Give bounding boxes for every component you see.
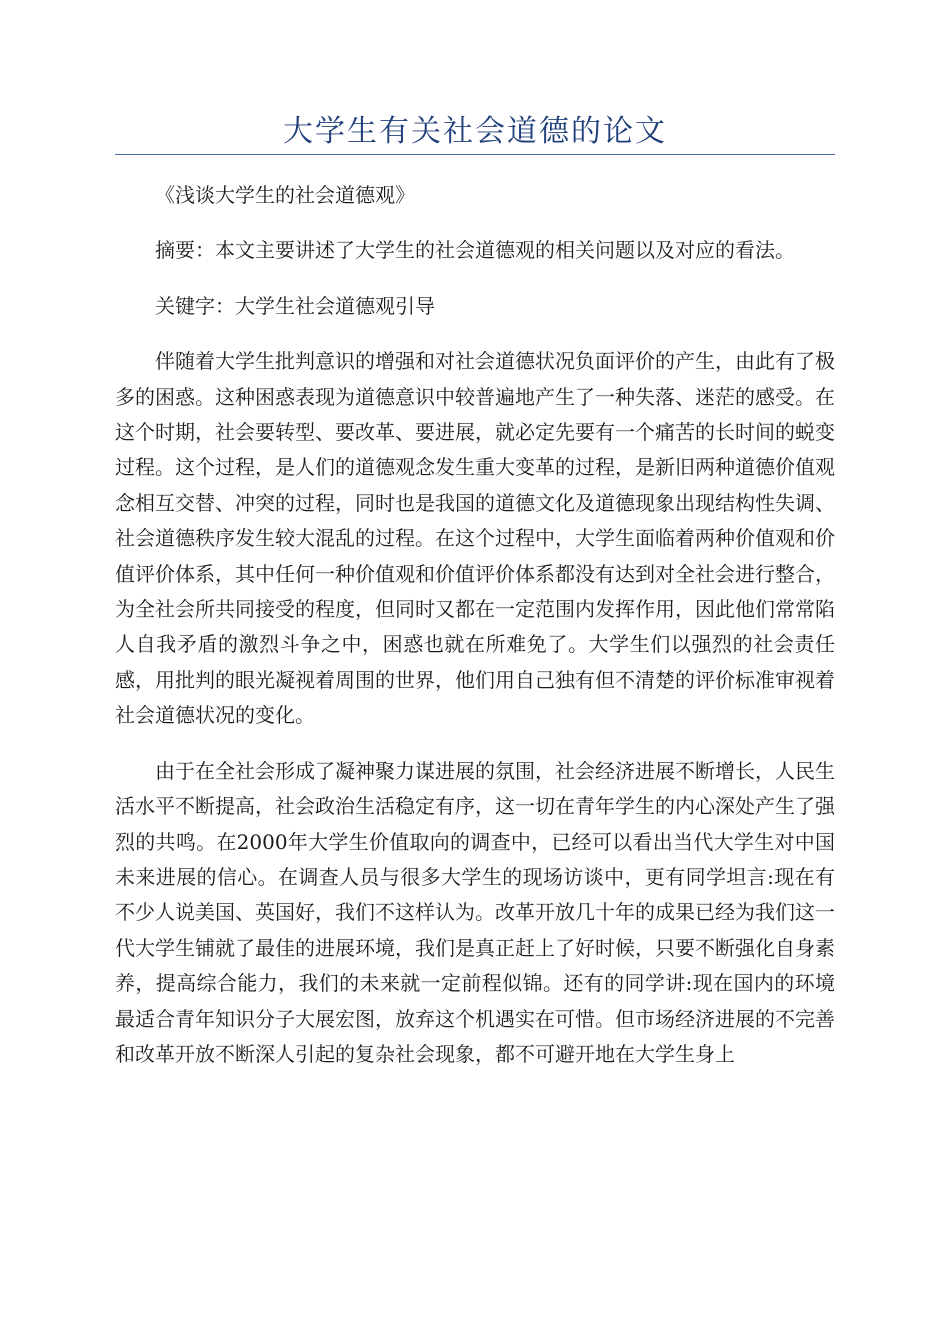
title-underline [115,154,835,155]
document-title: 大学生有关社会道德的论文 [283,114,667,149]
abstract-paragraph: 摘要：本文主要讲述了大学生的社会道德观的相关问题以及对应的看法。 [155,238,795,263]
document-body [115,178,835,1092]
body-paragraph: 伴随着大学生批判意识的增强和对社会道德状况负面评价的产生，由此有了极多的困惑。这种困惑表现为道德意识中较普遍地产生了一种失落、迷茫的感受。在这个时期，社会要转型、要改革、要进展，就必定先要有一个痛苦的长时间的蜕变过程。这个过程，是人们的道德观念发生重大变革的过程，是新旧两种道德价值观念相互交替、冲突的过程，同时也是我国的道德文化及道德现象出现结构性失调、社会道德秩序发生较大混乱的过程。在这个过程中，大学生面临着两种价值观和价值评价体系，其中任何一种价值观和价值评价体系都没有达到对全社会进行整合，为全社会所共同接受的程度，但同时又都在一定范围内发挥作用，因此他们常常陷人自我矛盾的激烈斗争之中，困惑也就在所难免了。大学生们以强烈的社会责任感，用批判的眼光凝视着周围的世界，他们用自己独有但不清楚的评价标准审视着社会道德状况的变化。 [115,349,835,728]
essay-subtitle: 《浅谈大学生的社会道德观》 [155,183,415,207]
body-paragraph: 由于在全社会形成了凝神聚力谋进展的氛围，社会经济进展不断增长，人民生活水平不断提高，社会政治生活稳定有序，这一切在青年学生的内心深处产生了强烈的共鸣。在2000年大学生价值取向的调查中，已经可以看出当代大学生对中国未来进展的信心。在调查人员与很多大学生的现场访谈中，更有同学坦言:现在有不少人说美国、英国好，我们不这样认为。改革开放几十年的成果已经为我们这一代大学生铺就了最佳的进展环境，我们是真正赶上了好时候，只要不断强化自身素养，提高综合能力，我们的未来就一定前程似锦。还有的同学讲:现在国内的环境最适合青年知识分子大展宏图，放弃这个机遇实在可惜。但市场经济进展的不完善和改革开放不断深人引起的复杂社会现象，都不可避开地在大学生身上 [115,758,835,1066]
keywords-paragraph: 关键字：大学生社会道德观引导 [155,293,435,318]
